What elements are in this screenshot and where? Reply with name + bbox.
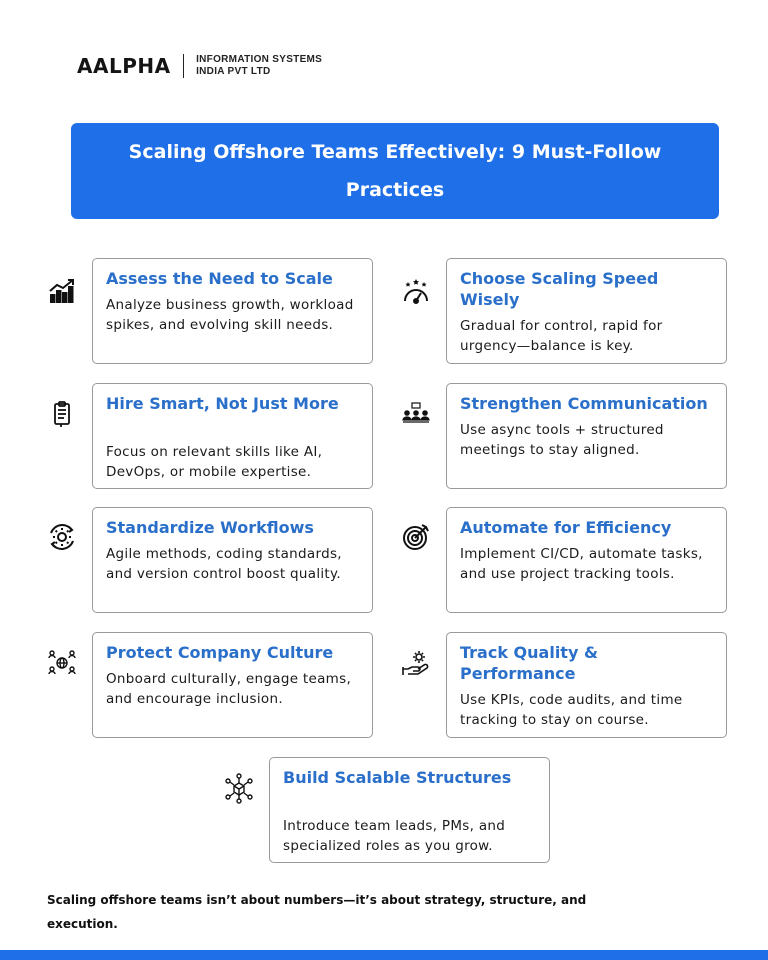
logo-tagline: [196, 54, 322, 78]
card-title: Protect Company Culture: [106, 643, 334, 662]
card-title: Build Scalable Structures: [283, 768, 512, 787]
card-text: Use async tools + structured meetings to stay aligned.: [460, 422, 664, 458]
card-assess-need: [92, 258, 373, 364]
logo-divider: [183, 54, 185, 78]
card-text: Implement CI/CD, automate tasks, and use project tracking tools.: [460, 546, 703, 582]
company-logo: [77, 52, 322, 80]
global-team-icon: [46, 647, 78, 679]
card-hire-smart: [92, 383, 373, 489]
card-title: Choose Scaling Speed Wisely: [460, 269, 659, 309]
card-standardize-workflows: [92, 507, 373, 613]
speedometer-icon: [400, 275, 432, 307]
card-text: Introduce team leads, PMs, and specialized roles as you grow.: [283, 818, 506, 854]
card-automate-efficiency: [446, 507, 727, 613]
target-arrow-icon: [400, 521, 432, 553]
card-title: Assess the Need to Scale: [106, 269, 333, 288]
clipboard-hire-icon: [46, 398, 78, 430]
card-title: Automate for Efficiency: [460, 518, 672, 537]
card-title: Hire Smart, Not Just More: [106, 394, 339, 413]
bar-chart-growth-icon: [46, 275, 78, 307]
card-text: Focus on relevant skills like AI, DevOps, or mobile expertise.: [106, 444, 323, 480]
card-scaling-speed: [446, 258, 727, 364]
card-title: Track Quality & Performance: [460, 643, 598, 683]
gear-cycle-icon: [46, 521, 78, 553]
page-title: Scaling Offshore Teams Effectively: 9 Must-Follow Practices: [128, 141, 662, 201]
logo-tagline-line1: INFORMATION SYSTEMS: [196, 54, 323, 65]
hand-gear-icon: [400, 647, 432, 679]
card-title: Standardize Workflows: [106, 518, 314, 537]
card-text: Gradual for control, rapid for urgency—balance is key.: [460, 318, 663, 354]
card-strengthen-communication: [446, 383, 727, 489]
team-meeting-icon: [400, 398, 432, 430]
card-track-quality: [446, 632, 727, 738]
logo-wordmark: AALPHA: [77, 54, 171, 78]
card-protect-culture: [92, 632, 373, 738]
network-cube-icon: [223, 772, 255, 804]
card-text: Use KPIs, code audits, and time tracking to stay on course.: [460, 692, 683, 728]
card-text: Agile methods, coding standards, and version control boost quality.: [106, 546, 342, 582]
bottom-accent-bar: [0, 950, 768, 960]
card-scalable-structures: [269, 757, 550, 863]
card-text: Onboard culturally, engage teams, and encourage inclusion.: [106, 671, 352, 707]
card-title: Strengthen Communication: [460, 394, 708, 413]
card-text: Analyze business growth, workload spikes, and evolving skill needs.: [106, 297, 354, 333]
logo-tagline-line2: INDIA PVT LTD: [196, 66, 271, 77]
closing-statement: Scaling offshore teams isn’t about numbers—it’s about strategy, structure, and execution.: [47, 893, 587, 931]
title-banner: [71, 123, 719, 219]
